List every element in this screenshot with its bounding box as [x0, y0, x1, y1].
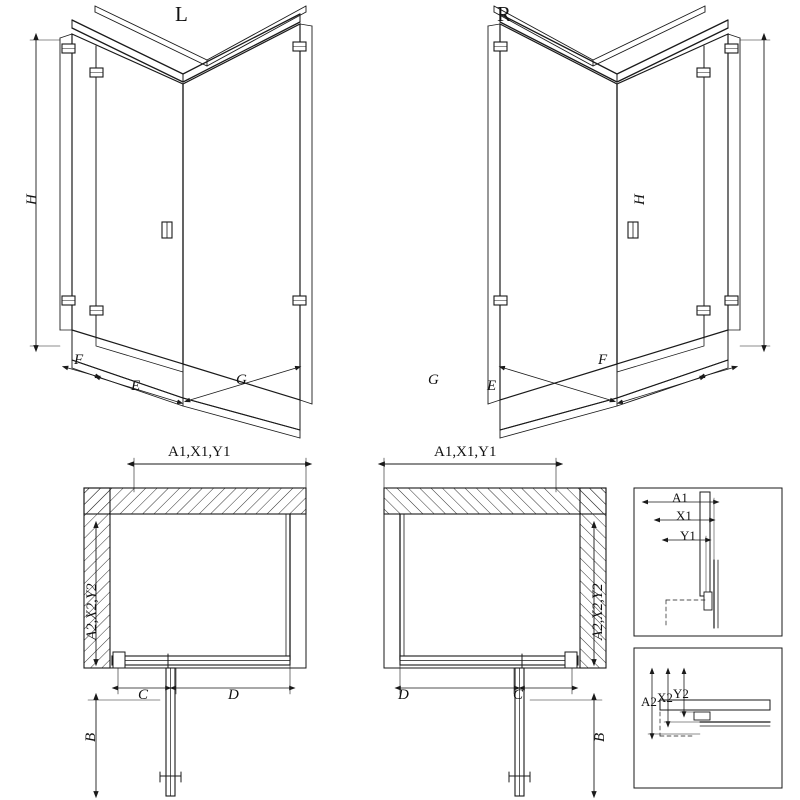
label-plan-right-side-dim: A2,X2,Y2	[590, 583, 606, 640]
label-plan-left-c: C	[138, 687, 149, 703]
label-f-left: F	[74, 352, 84, 368]
label-plan-left-d: D	[228, 687, 239, 703]
label-detail-a2: A2	[641, 694, 657, 709]
label-handing-right: R	[497, 2, 512, 26]
detail-corner-top	[634, 488, 782, 636]
label-plan-left-side-dim: A2,X2,Y2	[84, 583, 100, 640]
label-plan-right-top-dim: A1,X1,Y1	[434, 444, 497, 460]
label-height-left: H	[24, 194, 40, 205]
label-detail-x1: X1	[676, 508, 692, 523]
label-plan-left-b: B	[83, 732, 99, 742]
label-detail-y2: Y2	[673, 686, 689, 701]
label-plan-right-c: C	[513, 687, 524, 703]
label-f-right: F	[598, 352, 608, 368]
label-plan-right-b: B	[592, 732, 608, 742]
label-plan-left-top-dim: A1,X1,Y1	[168, 444, 231, 460]
label-e-right: E	[487, 378, 497, 394]
label-handing-left: L	[175, 2, 188, 26]
iso-view-left	[30, 6, 312, 438]
label-detail-x2: X2	[657, 690, 673, 705]
plan-view-right	[384, 458, 606, 796]
label-e-left: E	[131, 378, 141, 394]
label-plan-right-d: D	[398, 687, 409, 703]
plan-view-left	[84, 458, 306, 796]
iso-view-right	[488, 6, 770, 438]
label-g-right: G	[428, 372, 439, 388]
label-detail-y1: Y1	[680, 528, 696, 543]
label-g-left: G	[236, 372, 247, 388]
detail-corner-bottom	[634, 648, 782, 788]
label-height-right: H	[632, 194, 648, 205]
label-detail-a1: A1	[672, 490, 688, 505]
